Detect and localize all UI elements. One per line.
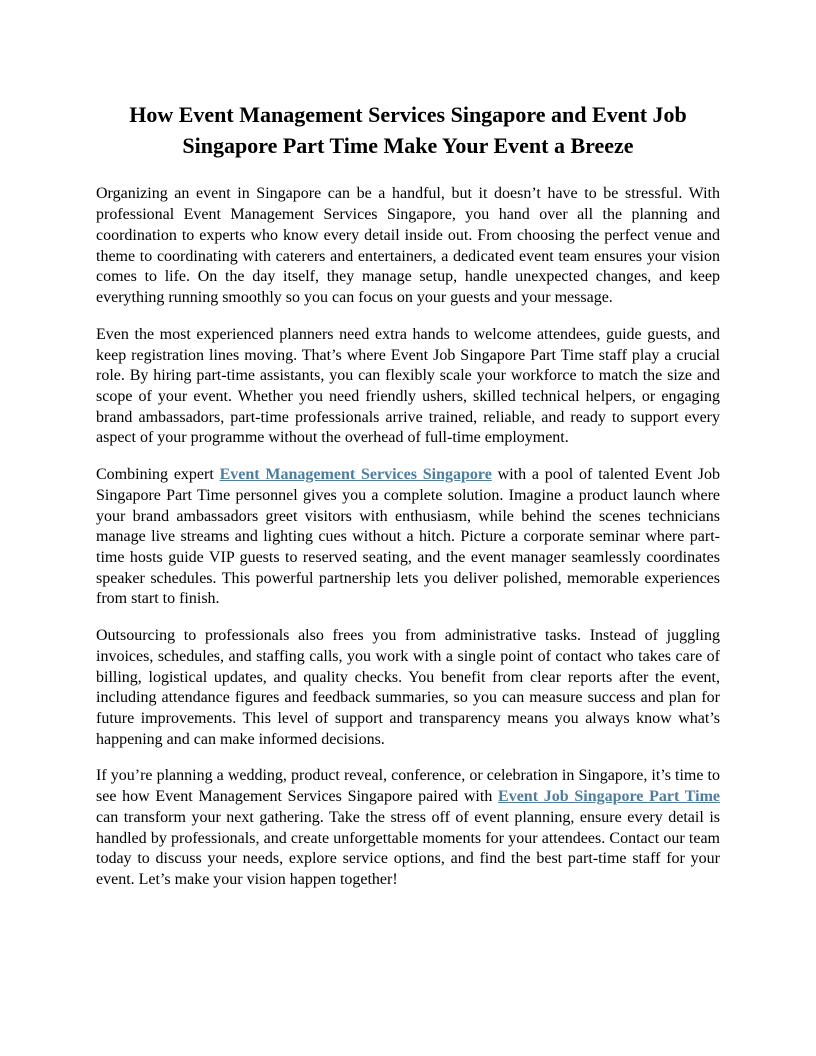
- paragraph-call-to-action: [96, 766, 720, 890]
- paragraph-text: with a pool of talented Event Job Singapore Part Time personnel gives you a complete solution. Imagine a product launch where your brand ambassadors greet visitors with enthusiasm, while behind the scenes technicians manage live streams and lighting cues without a hitch. Picture a corporate seminar where part-time hosts guide VIP guests to reserved seating, and the event manager seamlessly coordinates speaker schedules. This powerful partnership lets you deliver polished, memorable experiences from start to finish.: [96, 466, 720, 608]
- link-event-management-services-singapore[interactable]: Event Management Services Singapore: [219, 466, 492, 484]
- paragraph-text: can transform your next gathering. Take the stress off of event planning, ensure every detail is handled by professionals, and create unforgettable moments for your attendees. Contact our team today to discuss your needs, explore service options, and find the best part-time staff for your event. Let’s make your vision happen together!: [96, 808, 720, 889]
- paragraph-text: If you’re planning a wedding, product reveal, conference, or celebration in Singapore, it’s time to see how Event Management Services Singapore paired with: [96, 767, 720, 806]
- paragraph-intro: [96, 184, 720, 308]
- paragraph-text: Organizing an event in Singapore can be a handful, but it doesn’t have to be stressful. With professional Event Management Services Singapore, you hand over all the planning and coordination to experts who know every detail inside out. From choosing the perfect venue and theme to coordinating with caterers and entertainers, a dedicated event team ensures your vision comes to life. On the day itself, they manage setup, handle unexpected changes, and keep everything running smoothly so you can focus on your guests and your message.: [96, 185, 720, 307]
- paragraph-outsourcing-benefits: [96, 626, 720, 750]
- paragraph-part-time-staff: [96, 325, 720, 449]
- paragraph-text: Even the most experienced planners need extra hands to welcome attendees, guide guests, and keep registration lines moving. That’s where Event Job Singapore Part Time staff play a crucial role. By hiring part-time assistants, you can flexibly scale your workforce to match the size and scope of your event. Whether you need friendly ushers, skilled technical helpers, or engaging brand ambassadors, part-time professionals arrive trained, reliable, and ready to support every aspect of your programme without the overhead of full-time employment.: [96, 325, 720, 447]
- paragraph-text: Combining expert: [96, 466, 220, 484]
- paragraph-combining-services: [96, 465, 720, 610]
- page-title: How Event Management Services Singapore and Event Job Singapore Part Time Make Your Event a Breeze: [129, 102, 687, 159]
- link-event-job-singapore-part-time[interactable]: Event Job Singapore Part Time: [498, 788, 721, 806]
- paragraph-text: Outsourcing to professionals also frees you from administrative tasks. Instead of juggling invoices, schedules, and staffing calls, you work with a single point of contact who takes care of billing, logistical updates, and quality checks. You benefit from clear reports after the event, including attendance figures and feedback summaries, so you can measure success and plan for future improvements. This level of support and transparency means you always know what’s happening and can make informed decisions.: [96, 627, 720, 748]
